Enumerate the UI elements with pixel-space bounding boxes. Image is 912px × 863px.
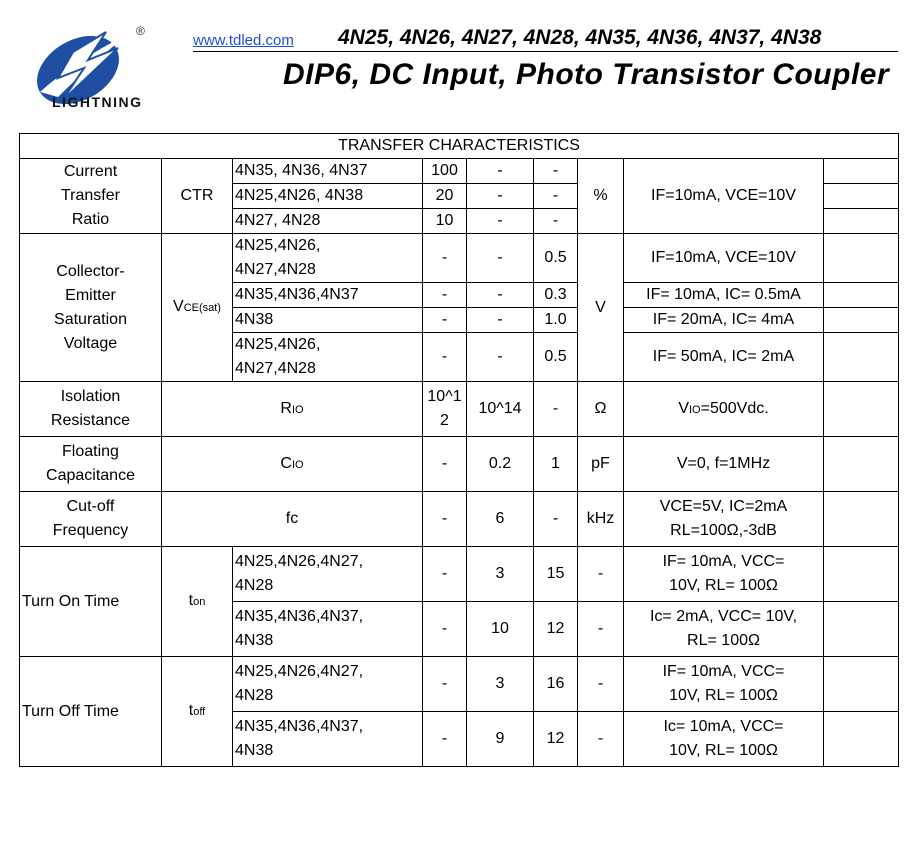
part-numbers: 4N25, 4N26, 4N27, 4N28, 4N35, 4N36, 4N37, 4N38 xyxy=(338,26,822,49)
vce-unit: V xyxy=(578,234,624,382)
fc-typ: 6 xyxy=(467,492,534,547)
ctr-min: 10 xyxy=(423,209,467,234)
extra-cell xyxy=(824,657,899,712)
ton-part: 4N35,4N36,4N37, 4N38 xyxy=(233,602,423,657)
toff-min: - xyxy=(423,712,467,767)
cio-condition: V=0, f=1MHz xyxy=(624,437,824,492)
ton-typ: 3 xyxy=(467,547,534,602)
extra-cell xyxy=(824,308,899,333)
website-link[interactable]: www.tdled.com xyxy=(193,32,294,49)
ton-param: Turn On Time xyxy=(20,547,162,657)
riso-condition: VIO=500Vdc. xyxy=(624,382,824,437)
extra-cell xyxy=(824,492,899,547)
vce-part: 4N25,4N26, 4N27,4N28 xyxy=(233,333,423,382)
ton-unit: - xyxy=(578,547,624,602)
ctr-max: - xyxy=(534,184,578,209)
riso-max: - xyxy=(534,382,578,437)
vce-param: Collector- Emitter Saturation Voltage xyxy=(20,234,162,382)
extra-cell xyxy=(824,437,899,492)
vce-part: 4N25,4N26, 4N27,4N28 xyxy=(233,234,423,283)
vce-condition: IF= 10mA, IC= 0.5mA xyxy=(624,283,824,308)
vce-min: - xyxy=(423,308,467,333)
extra-cell xyxy=(824,209,899,234)
ctr-min: 20 xyxy=(423,184,467,209)
riso-typ: 10^14 xyxy=(467,382,534,437)
fc-min: - xyxy=(423,492,467,547)
toff-unit: - xyxy=(578,657,624,712)
header-rule xyxy=(193,51,898,52)
cio-param: Floating Capacitance xyxy=(20,437,162,492)
ctr-typ: - xyxy=(467,159,534,184)
document-title: DIP6, DC Input, Photo Transistor Coupler xyxy=(283,58,890,91)
vce-max: 0.5 xyxy=(534,234,578,283)
ctr-max: - xyxy=(534,159,578,184)
cio-typ: 0.2 xyxy=(467,437,534,492)
ctr-condition: IF=10mA, VCE=10V xyxy=(624,159,824,234)
vce-max: 0.5 xyxy=(534,333,578,382)
toff-typ: 3 xyxy=(467,657,534,712)
cio-unit: pF xyxy=(578,437,624,492)
toff-typ: 9 xyxy=(467,712,534,767)
ton-condition: IF= 10mA, VCC= 10V, RL= 100Ω xyxy=(624,547,824,602)
vce-typ: - xyxy=(467,234,534,283)
registered-mark: ® xyxy=(136,24,145,38)
toff-condition: IF= 10mA, VCC= 10V, RL= 100Ω xyxy=(624,657,824,712)
toff-min: - xyxy=(423,657,467,712)
fc-max: - xyxy=(534,492,578,547)
vce-min: - xyxy=(423,283,467,308)
ctr-symbol: CTR xyxy=(162,159,233,234)
ctr-typ: - xyxy=(467,184,534,209)
ctr-part: 4N35, 4N36, 4N37 xyxy=(233,159,423,184)
toff-unit: - xyxy=(578,712,624,767)
toff-part: 4N25,4N26,4N27, 4N28 xyxy=(233,657,423,712)
toff-max: 12 xyxy=(534,712,578,767)
ton-condition: Ic= 2mA, VCC= 10V, RL= 100Ω xyxy=(624,602,824,657)
riso-param: Isolation Resistance xyxy=(20,382,162,437)
vce-symbol: VCE(sat) xyxy=(162,234,233,382)
toff-max: 16 xyxy=(534,657,578,712)
vce-max: 0.3 xyxy=(534,283,578,308)
fc-unit: kHz xyxy=(578,492,624,547)
fc-param: Cut-off Frequency xyxy=(20,492,162,547)
extra-cell xyxy=(824,234,899,283)
riso-symbol: RIO xyxy=(162,382,423,437)
fc-symbol: fc xyxy=(162,492,423,547)
ctr-max: - xyxy=(534,209,578,234)
vce-typ: - xyxy=(467,283,534,308)
ctr-param: Current Transfer Ratio xyxy=(20,159,162,234)
ctr-part: 4N27, 4N28 xyxy=(233,209,423,234)
riso-min: 10^1 2 xyxy=(423,382,467,437)
transfer-characteristics-table xyxy=(19,133,899,767)
vce-condition: IF= 50mA, IC= 2mA xyxy=(624,333,824,382)
extra-cell xyxy=(824,159,899,184)
cio-min: - xyxy=(423,437,467,492)
ton-unit: - xyxy=(578,602,624,657)
vce-condition: IF= 20mA, IC= 4mA xyxy=(624,308,824,333)
extra-cell xyxy=(824,283,899,308)
toff-condition: Ic= 10mA, VCC= 10V, RL= 100Ω xyxy=(624,712,824,767)
table-heading: TRANSFER CHARACTERISTICS xyxy=(20,134,899,159)
toff-param: Turn Off Time xyxy=(20,657,162,767)
extra-cell xyxy=(824,547,899,602)
vce-condition: IF=10mA, VCE=10V xyxy=(624,234,824,283)
vce-typ: - xyxy=(467,333,534,382)
logo-wordmark: LIGHTNING xyxy=(52,94,143,110)
ctr-typ: - xyxy=(467,209,534,234)
ton-part: 4N25,4N26,4N27, 4N28 xyxy=(233,547,423,602)
vce-min: - xyxy=(423,333,467,382)
ctr-min: 100 xyxy=(423,159,467,184)
ton-min: - xyxy=(423,602,467,657)
extra-cell xyxy=(824,602,899,657)
page-header xyxy=(0,0,912,130)
riso-unit: Ω xyxy=(578,382,624,437)
vce-typ: - xyxy=(467,308,534,333)
cio-max: 1 xyxy=(534,437,578,492)
toff-part: 4N35,4N36,4N37, 4N38 xyxy=(233,712,423,767)
ctr-unit: % xyxy=(578,159,624,234)
vce-max: 1.0 xyxy=(534,308,578,333)
vce-min: - xyxy=(423,234,467,283)
vce-part: 4N35,4N36,4N37 xyxy=(233,283,423,308)
toff-symbol: toff xyxy=(162,657,233,767)
vce-part: 4N38 xyxy=(233,308,423,333)
ctr-part: 4N25,4N26, 4N38 xyxy=(233,184,423,209)
extra-cell xyxy=(824,333,899,382)
ton-max: 15 xyxy=(534,547,578,602)
cio-symbol: CIO xyxy=(162,437,423,492)
ton-max: 12 xyxy=(534,602,578,657)
extra-cell xyxy=(824,712,899,767)
extra-cell xyxy=(824,184,899,209)
ton-min: - xyxy=(423,547,467,602)
ton-typ: 10 xyxy=(467,602,534,657)
ton-symbol: ton xyxy=(162,547,233,657)
fc-condition: VCE=5V, IC=2mA RL=100Ω,-3dB xyxy=(624,492,824,547)
extra-cell xyxy=(824,382,899,437)
